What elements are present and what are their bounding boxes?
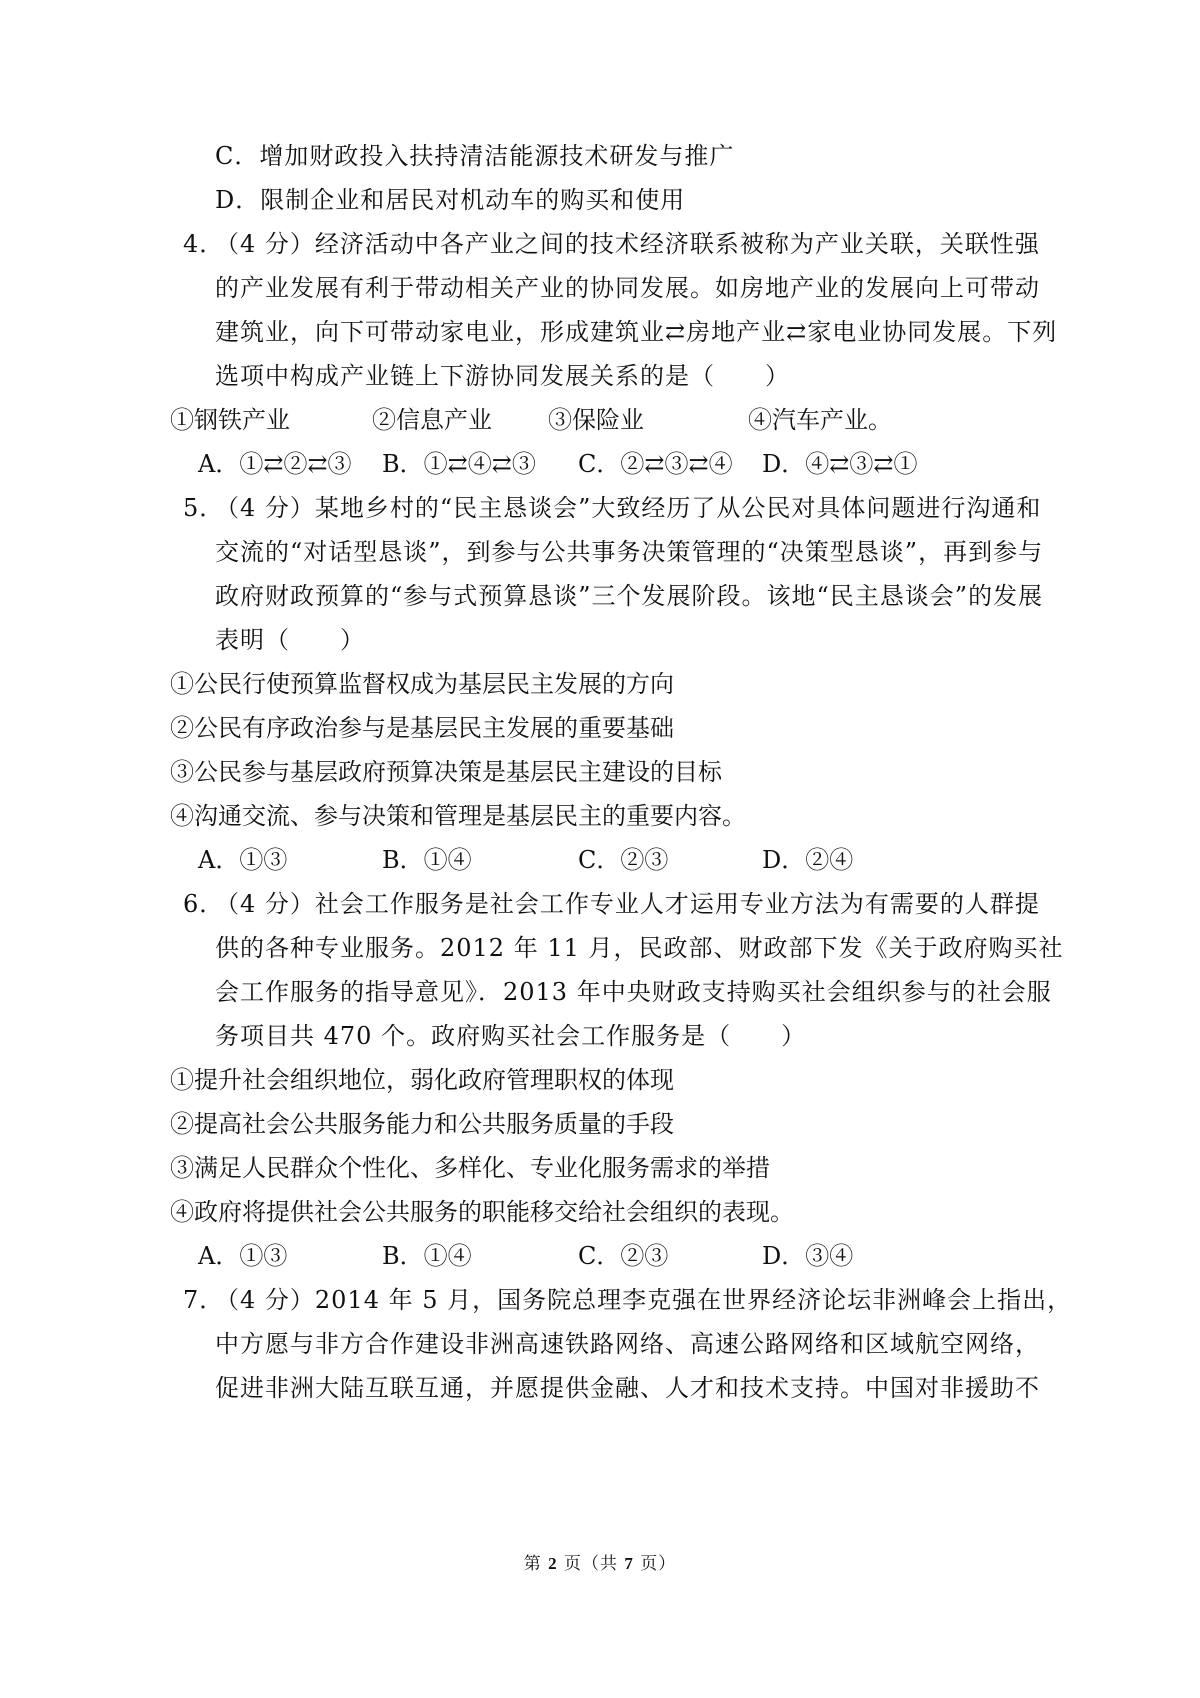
- q6-stem-line: 务项目共 470 个。政府购买社会工作服务是（ ）: [215, 1022, 807, 1050]
- q5-stem-line: 交流的“对话型恳谈”，到参与公共事务决策管理的“决策型恳谈”，再到参与: [215, 538, 1044, 566]
- q4-item: ①钢铁产业: [170, 406, 290, 434]
- q4-number: 4．: [183, 230, 225, 258]
- q6-choice-a: A．①③: [198, 1242, 288, 1270]
- q4-stem-line: 选项中构成产业链上下游协同发展关系的是（ ）: [215, 362, 790, 390]
- q4-item: ②信息产业: [372, 406, 492, 434]
- q5-item: ④沟通交流、参与决策和管理是基层民主的重要内容。: [170, 802, 746, 830]
- q6-stem-line: 会工作服务的指导意见》．2013 年中央财政支持购买社会组织参与的社会服: [215, 978, 1052, 1006]
- footer-page-number: 2: [548, 1554, 558, 1573]
- footer-middle: 页（共: [557, 1554, 625, 1574]
- q4-choice-a: A．①⇄②⇄③: [198, 450, 352, 478]
- q5-choice-a: A．①③: [198, 846, 288, 874]
- q4-choice-c: C．②⇄③⇄④: [578, 450, 733, 478]
- q5-stem-line: 政府财政预算的“参与式预算恳谈”三个发展阶段。该地“民主恳谈会”的发展: [215, 582, 1044, 610]
- q6-item: ③满足人民群众个性化、多样化、专业化服务需求的举措: [170, 1154, 770, 1182]
- q5-stem-line: 表明（ ）: [215, 626, 365, 654]
- q5-choice-d: D．②④: [762, 846, 854, 874]
- q3-option-d: D．限制企业和居民对机动车的购买和使用: [215, 186, 686, 214]
- q4-stem-line: 的产业发展有利于带动相关产业的协同发展。如房地产业的发展向上可带动: [215, 274, 1040, 302]
- q7-stem-line: （4 分）2014 年 5 月，国务院总理李克强在世界经济论坛非洲峰会上指出，: [215, 1286, 1073, 1314]
- footer-suffix: 页）: [633, 1554, 677, 1574]
- footer-prefix: 第: [523, 1554, 549, 1574]
- q5-item: ③公民参与基层政府预算决策是基层民主建设的目标: [170, 758, 722, 786]
- q4-stem-line: （4 分）经济活动中各产业之间的技术经济联系被称为产业关联，关联性强: [215, 230, 1040, 258]
- q6-item: ①提升社会组织地位，弱化政府管理职权的体现: [170, 1066, 674, 1094]
- q5-number: 5．: [183, 494, 225, 522]
- q6-number: 6．: [183, 890, 225, 918]
- q7-stem-line: 促进非洲大陆互联互通，并愿提供金融、人才和技术支持。中国对非援助不: [215, 1374, 1040, 1402]
- q5-choice-b: B．①④: [382, 846, 472, 874]
- q5-item: ①公民行使预算监督权成为基层民主发展的方向: [170, 670, 674, 698]
- q5-item: ②公民有序政治参与是基层民主发展的重要基础: [170, 714, 674, 742]
- q4-stem-line: 建筑业，向下可带动家电业，形成建筑业⇄房地产业⇄家电业协同发展。下列: [215, 318, 1058, 346]
- q5-choice-c: C．②③: [578, 846, 669, 874]
- q7-stem-line: 中方愿与非方合作建设非洲高速铁路网络、高速公路网络和区域航空网络，: [215, 1330, 1040, 1358]
- footer-total-pages: 7: [624, 1554, 634, 1573]
- q4-item: ④汽车产业。: [748, 406, 892, 434]
- q6-item: ④政府将提供社会公共服务的职能移交给社会组织的表现。: [170, 1198, 794, 1226]
- q4-item: ③保险业: [548, 406, 644, 434]
- q6-stem-line: 供的各种专业服务。2012 年 11 月，民政部、财政部下发《关于政府购买社: [215, 934, 1064, 962]
- q3-option-c: C．增加财政投入扶持清洁能源技术研发与推广: [215, 142, 735, 170]
- q6-item: ②提高社会公共服务能力和公共服务质量的手段: [170, 1110, 674, 1138]
- q6-choice-b: B．①④: [382, 1242, 472, 1270]
- q5-stem-line: （4 分）某地乡村的“民主恳谈会”大致经历了从公民对具体问题进行沟通和: [215, 494, 1042, 522]
- q4-choice-b: B．①⇄④⇄③: [382, 450, 536, 478]
- q7-number: 7．: [183, 1286, 225, 1314]
- q4-choice-d: D．④⇄③⇄①: [762, 450, 918, 478]
- q6-choice-d: D．③④: [762, 1242, 854, 1270]
- page-footer: [0, 1553, 1200, 1575]
- q6-choice-c: C．②③: [578, 1242, 669, 1270]
- q6-stem-line: （4 分）社会工作服务是社会工作专业人才运用专业方法为有需要的人群提: [215, 890, 1040, 918]
